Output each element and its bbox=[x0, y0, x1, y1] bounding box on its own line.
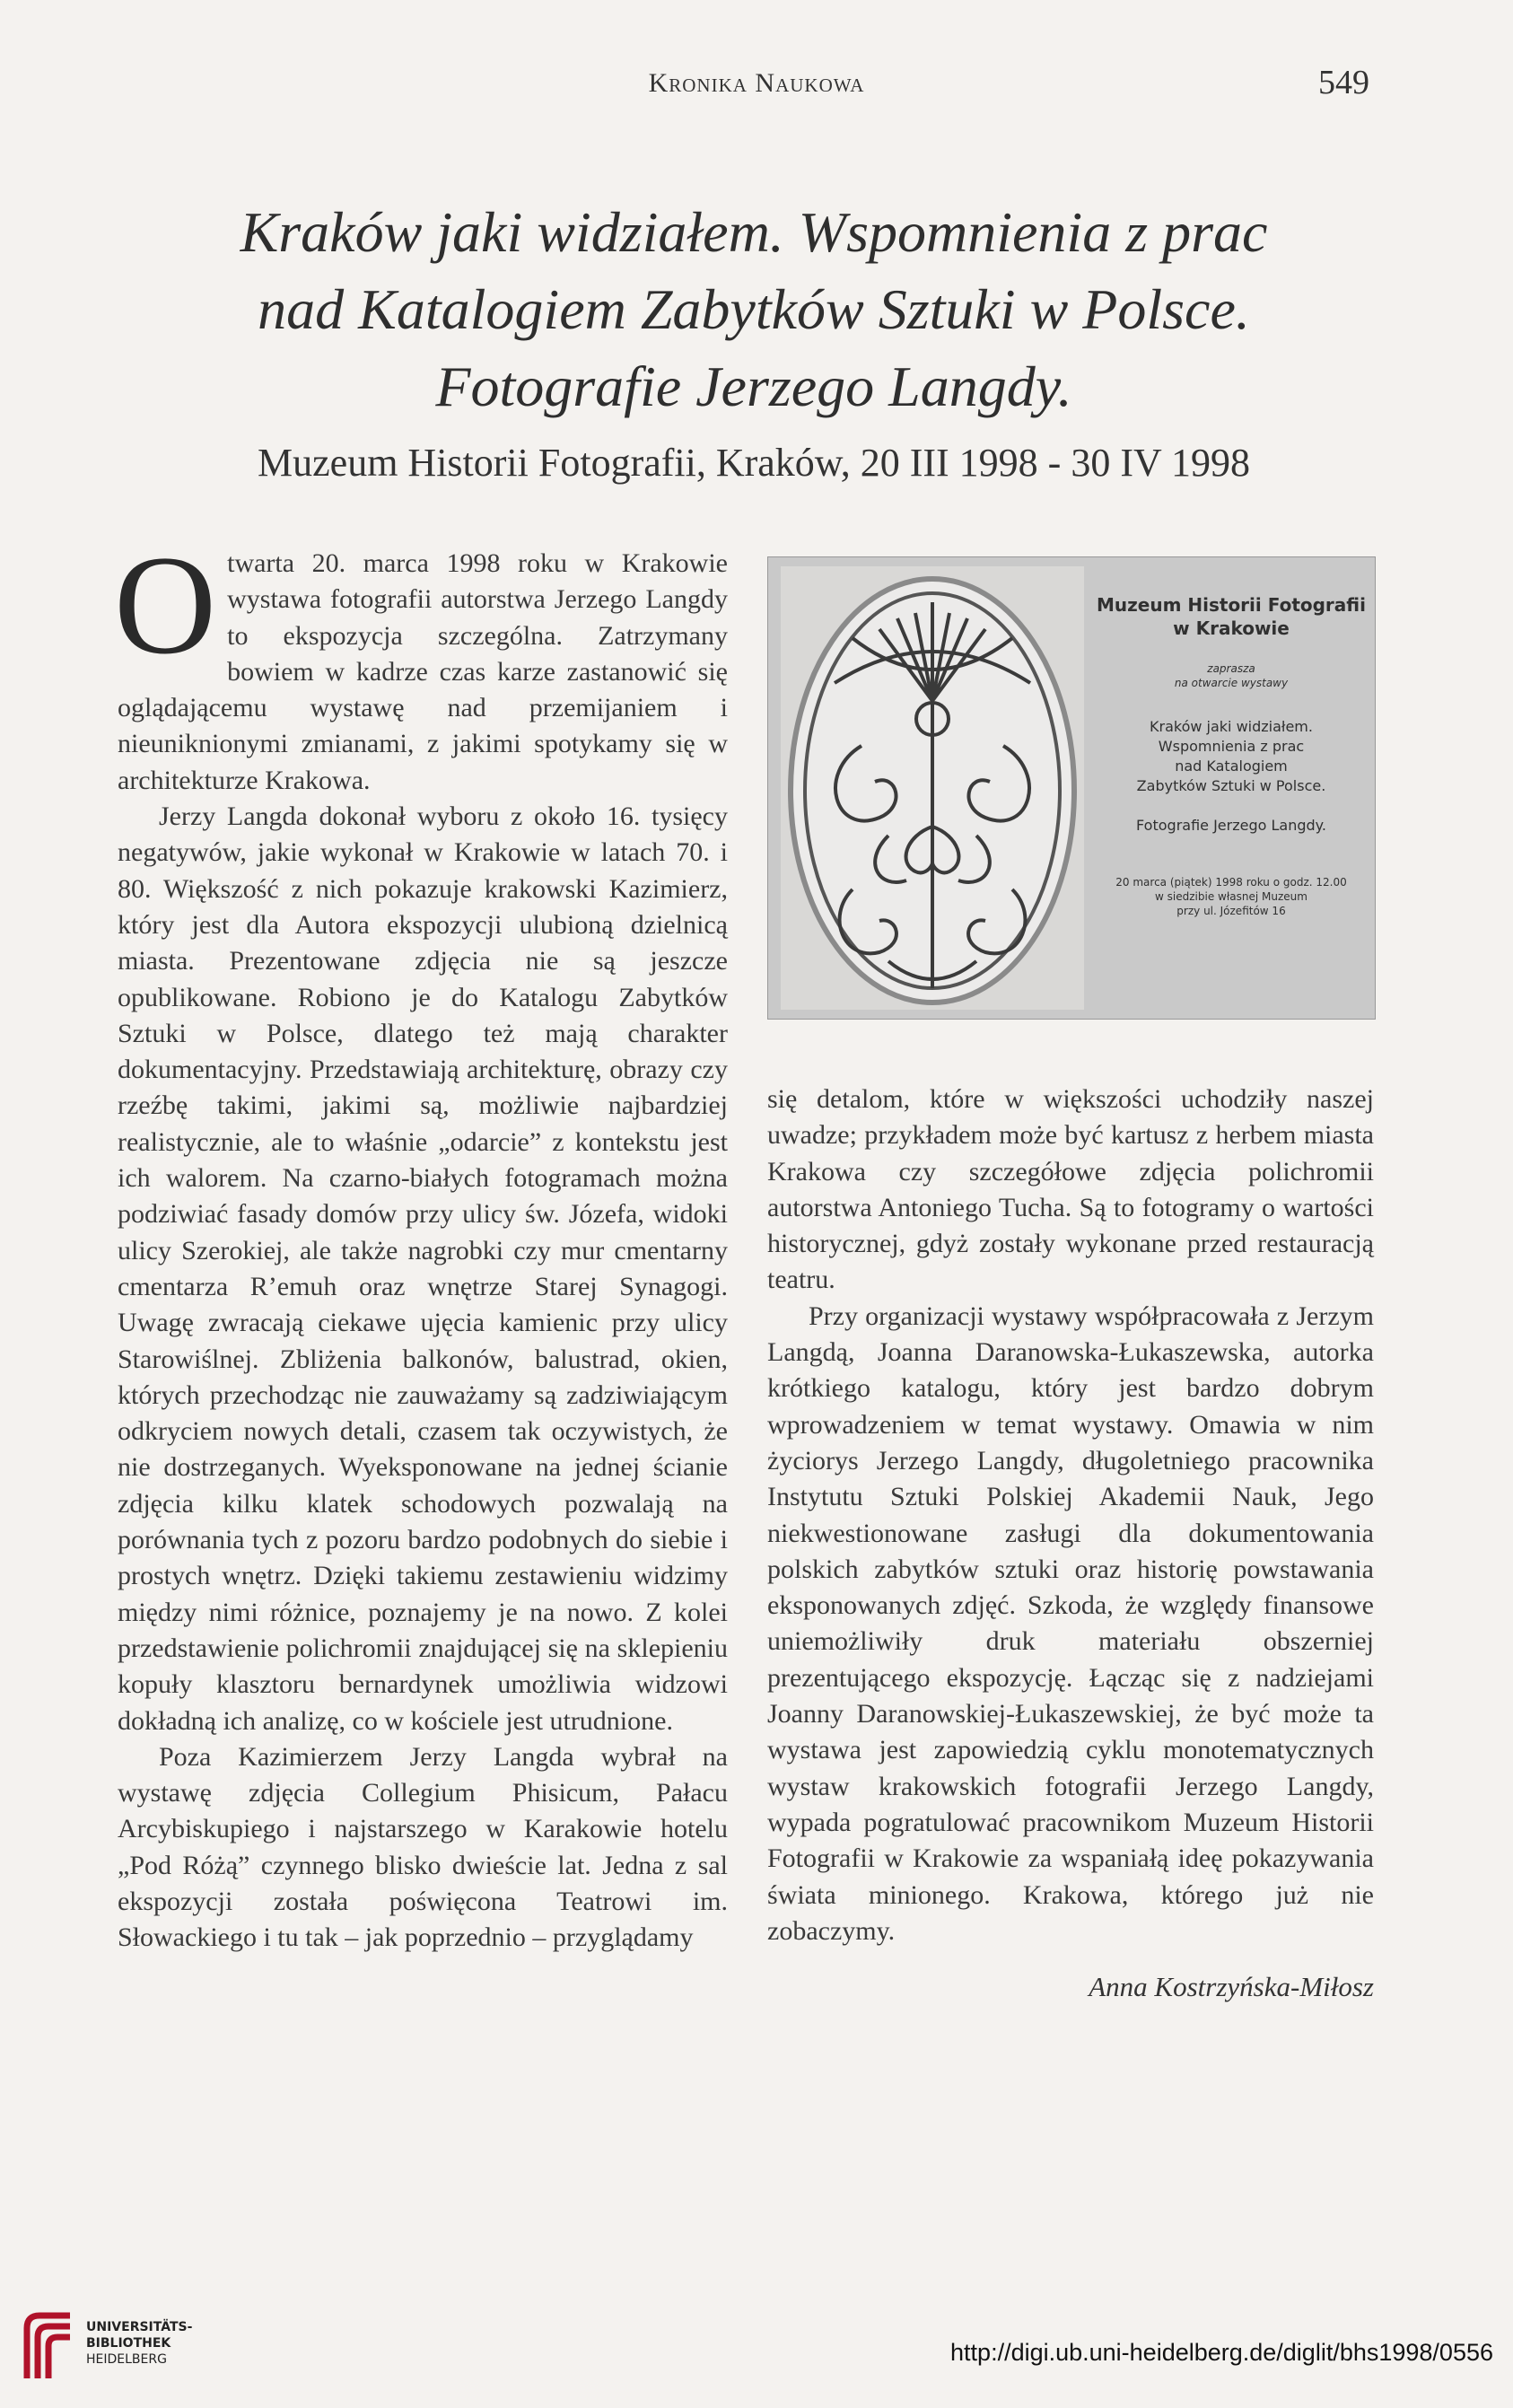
author-signature: Anna Kostrzyńska-Miłosz bbox=[1089, 1971, 1374, 2002]
paragraph-1-text: twarta 20. marca 1998 roku w Krakowie wystawa fotografii autorstwa Jerzego Langdy to ekspozycja szczególna. Zatrzymany bowiem w kadrze czas karze zastanowić się oglądającemu wystawę nad przemijaniem i nieuniknionymi zmianami, z jakimi spotykamy się w architekturze Krakowa. bbox=[118, 548, 728, 795]
invitation-date-line-1: 20 marca (piątek) 1998 roku o godz. 12.00 bbox=[1115, 876, 1347, 889]
article-title-block bbox=[171, 194, 1337, 490]
library-logo-line-3: HEIDELBERG bbox=[86, 2352, 167, 2367]
paragraph-4: Przy organizacji wystawy współpracowała z Jerzym Langdą, Joanna Daranowska-Łukaszewska, autorka krótkiego katalogu, który jest bardzo dobrym wprowadzeniem w temat wystawy. Omawia w nim życiorys Jerzego Langdy, długoletniego pracownika Instytutu Sztuki Polskiej Akademii Nauk, Jego niekwestionowane zasługi dla dokumentowania polskich zabytków sztuki oraz historię powstawania eksponowanych zdjęć. Szkoda, że względy finansowe uniemożliwiły druk materiału obszerniej prezentującego ekspozycję. Łącząc się z nadziejami Joanny Daranowskiej-Łukaszewskiej, że być może ta wystawa jest zapowiedzią cyklu monotematycznych wystaw krakowskich fotografii Jerzego Langdy, wypada pogratulować pracownikom Muzeum Historii Fotografii w Krakowie za wspaniałą ideę pokazywania świata minionego. Krakowa, którego już nie zobaczymy. bbox=[767, 1300, 1374, 1946]
exhibition-invitation-image bbox=[767, 556, 1376, 1020]
invitation-exhibition-line-4: Zabytków Sztuki w Polsce. bbox=[1136, 777, 1326, 794]
invitation-exhibition-line-3: nad Katalogiem bbox=[1175, 757, 1288, 775]
invitation-invite-line-2: na otwarcie wystawy bbox=[1174, 677, 1289, 689]
window-grille-photo bbox=[781, 566, 1084, 1010]
invitation-org-line-2: w Krakowie bbox=[1173, 617, 1290, 639]
library-logo-line-1: UNIVERSITÄTS- bbox=[86, 2320, 193, 2334]
left-column bbox=[114, 527, 728, 1957]
right-column bbox=[767, 1081, 1374, 1949]
library-logo-line-2: BIBLIOTHEK bbox=[86, 2336, 171, 2351]
library-logo-text bbox=[86, 2319, 192, 2368]
invitation-date-line-2: w siedzibie własnej Muzeum bbox=[1155, 890, 1307, 903]
title-line-3: Fotografie Jerzego Langdy. bbox=[435, 355, 1072, 418]
title-line-2: nad Katalogiem Zabytków Sztuki w Polsce. bbox=[258, 277, 1250, 341]
invitation-invite-line-1: zaprasza bbox=[1207, 662, 1255, 675]
paragraph-1 bbox=[114, 527, 728, 799]
invitation-date-line-3: przy ul. Józefitów 16 bbox=[1176, 905, 1286, 917]
paragraph-3-continued: się detalom, które w większości uchodziły naszej uwadze; przykładem może być kartusz z herbem miasta Krakowa czy szczegółowe zdjęcia polichromii autorstwa Antoniego Tucha. Są to fotogramy o wartości historycznej, gdyż zostały wykonane przed restauracją teatru. bbox=[767, 1084, 1374, 1295]
library-logo-icon bbox=[20, 2310, 77, 2382]
invitation-photo-credit: Fotografie Jerzego Langdy. bbox=[1136, 817, 1326, 834]
running-head bbox=[0, 64, 1513, 122]
invitation-exhibition-line-1: Kraków jaki widziałem. bbox=[1150, 718, 1313, 735]
title-line-1: Kraków jaki widziałem. Wspomnienia z prac bbox=[240, 200, 1268, 264]
source-url[interactable]: http://digi.ub.uni-heidelberg.de/diglit/bhs1998/0556 bbox=[950, 2339, 1493, 2366]
invitation-text bbox=[1089, 593, 1373, 918]
section-title: Kronika Naukowa bbox=[648, 68, 865, 98]
article-subtitle: Muzeum Historii Fotografii, Kraków, 20 III 1998 - 30 IV 1998 bbox=[258, 441, 1250, 485]
invitation-org-line-1: Muzeum Historii Fotografii bbox=[1097, 594, 1366, 616]
ornamental-window-icon bbox=[781, 566, 1084, 1010]
drop-cap: O bbox=[114, 527, 217, 684]
page-number: 549 bbox=[1318, 64, 1369, 101]
invitation-exhibition-line-2: Wspomnienia z prac bbox=[1158, 738, 1305, 755]
library-logo bbox=[20, 2310, 307, 2382]
paragraph-3: Poza Kazimierzem Jerzy Langda wybrał na wystawę zdjęcia Collegium Phisicum, Pałacu Arcybiskupiego i najstarszego w Karakowie hotelu „Pod Różą” czynnego blisko dwieście lat. Jedna z sal ekspozycji została poświęcona Teatrowi im. Słowackiego i tu tak – jak poprzednio – przyglądamy bbox=[118, 1741, 728, 1953]
paragraph-2: Jerzy Langda dokonał wyboru z około 16. tysięcy negatywów, jakie wykonał w Krakowie w latach 70. i 80. Większość z nich pokazuje krakowski Kazimierz, który jest dla Autora ekspozycji ulubioną dzielnicą miasta. Prezentowane zdjęcia nie są jeszcze opublikowane. Robiono je do Katalogu Zabytków Sztuki w Polsce, dlatego też mają charakter dokumentacyjny. Przedstawiają architekturę, obrazy czy rzeźbę takimi, jakimi są, możliwie najbardziej realistycznie, ale to właśnie „odarcie” z kontekstu jest ich walorem. Na czarno-białych fotogramach można podziwiać fasady domów przy ulicy św. Józefa, widoki ulicy Szerokiej, ale także nagrobki czy mur cmentarny cmentarza R’emuh oraz wnętrze Starej Synagogi. Uwagę zwracają ciekawe ujęcia kamienic przy ulicy Starowiślnej. Zbliżenia balkonów, balustrad, okien, których przechodząc nie zauważamy są zadziwiającym odkryciem nowych detali, czasem tak oczywistych, że nie dostrzeganych. Wyeksponowane na jednej ścianie zdjęcia kilku klatek schodowych pozwalają na porównania tych z pozoru bardzo podobnych do siebie i prostych wnętrz. Dzięki takiemu zestawieniu widzimy między nimi różnice, poznajemy je na nowo. Z kolei przedstawienie polichromii znajdującej się na sklepieniu kopuły klasztoru bernardynek umożliwia widzowi dokładną ich analizę, co w kościele jest utrudnione. bbox=[118, 801, 728, 1736]
